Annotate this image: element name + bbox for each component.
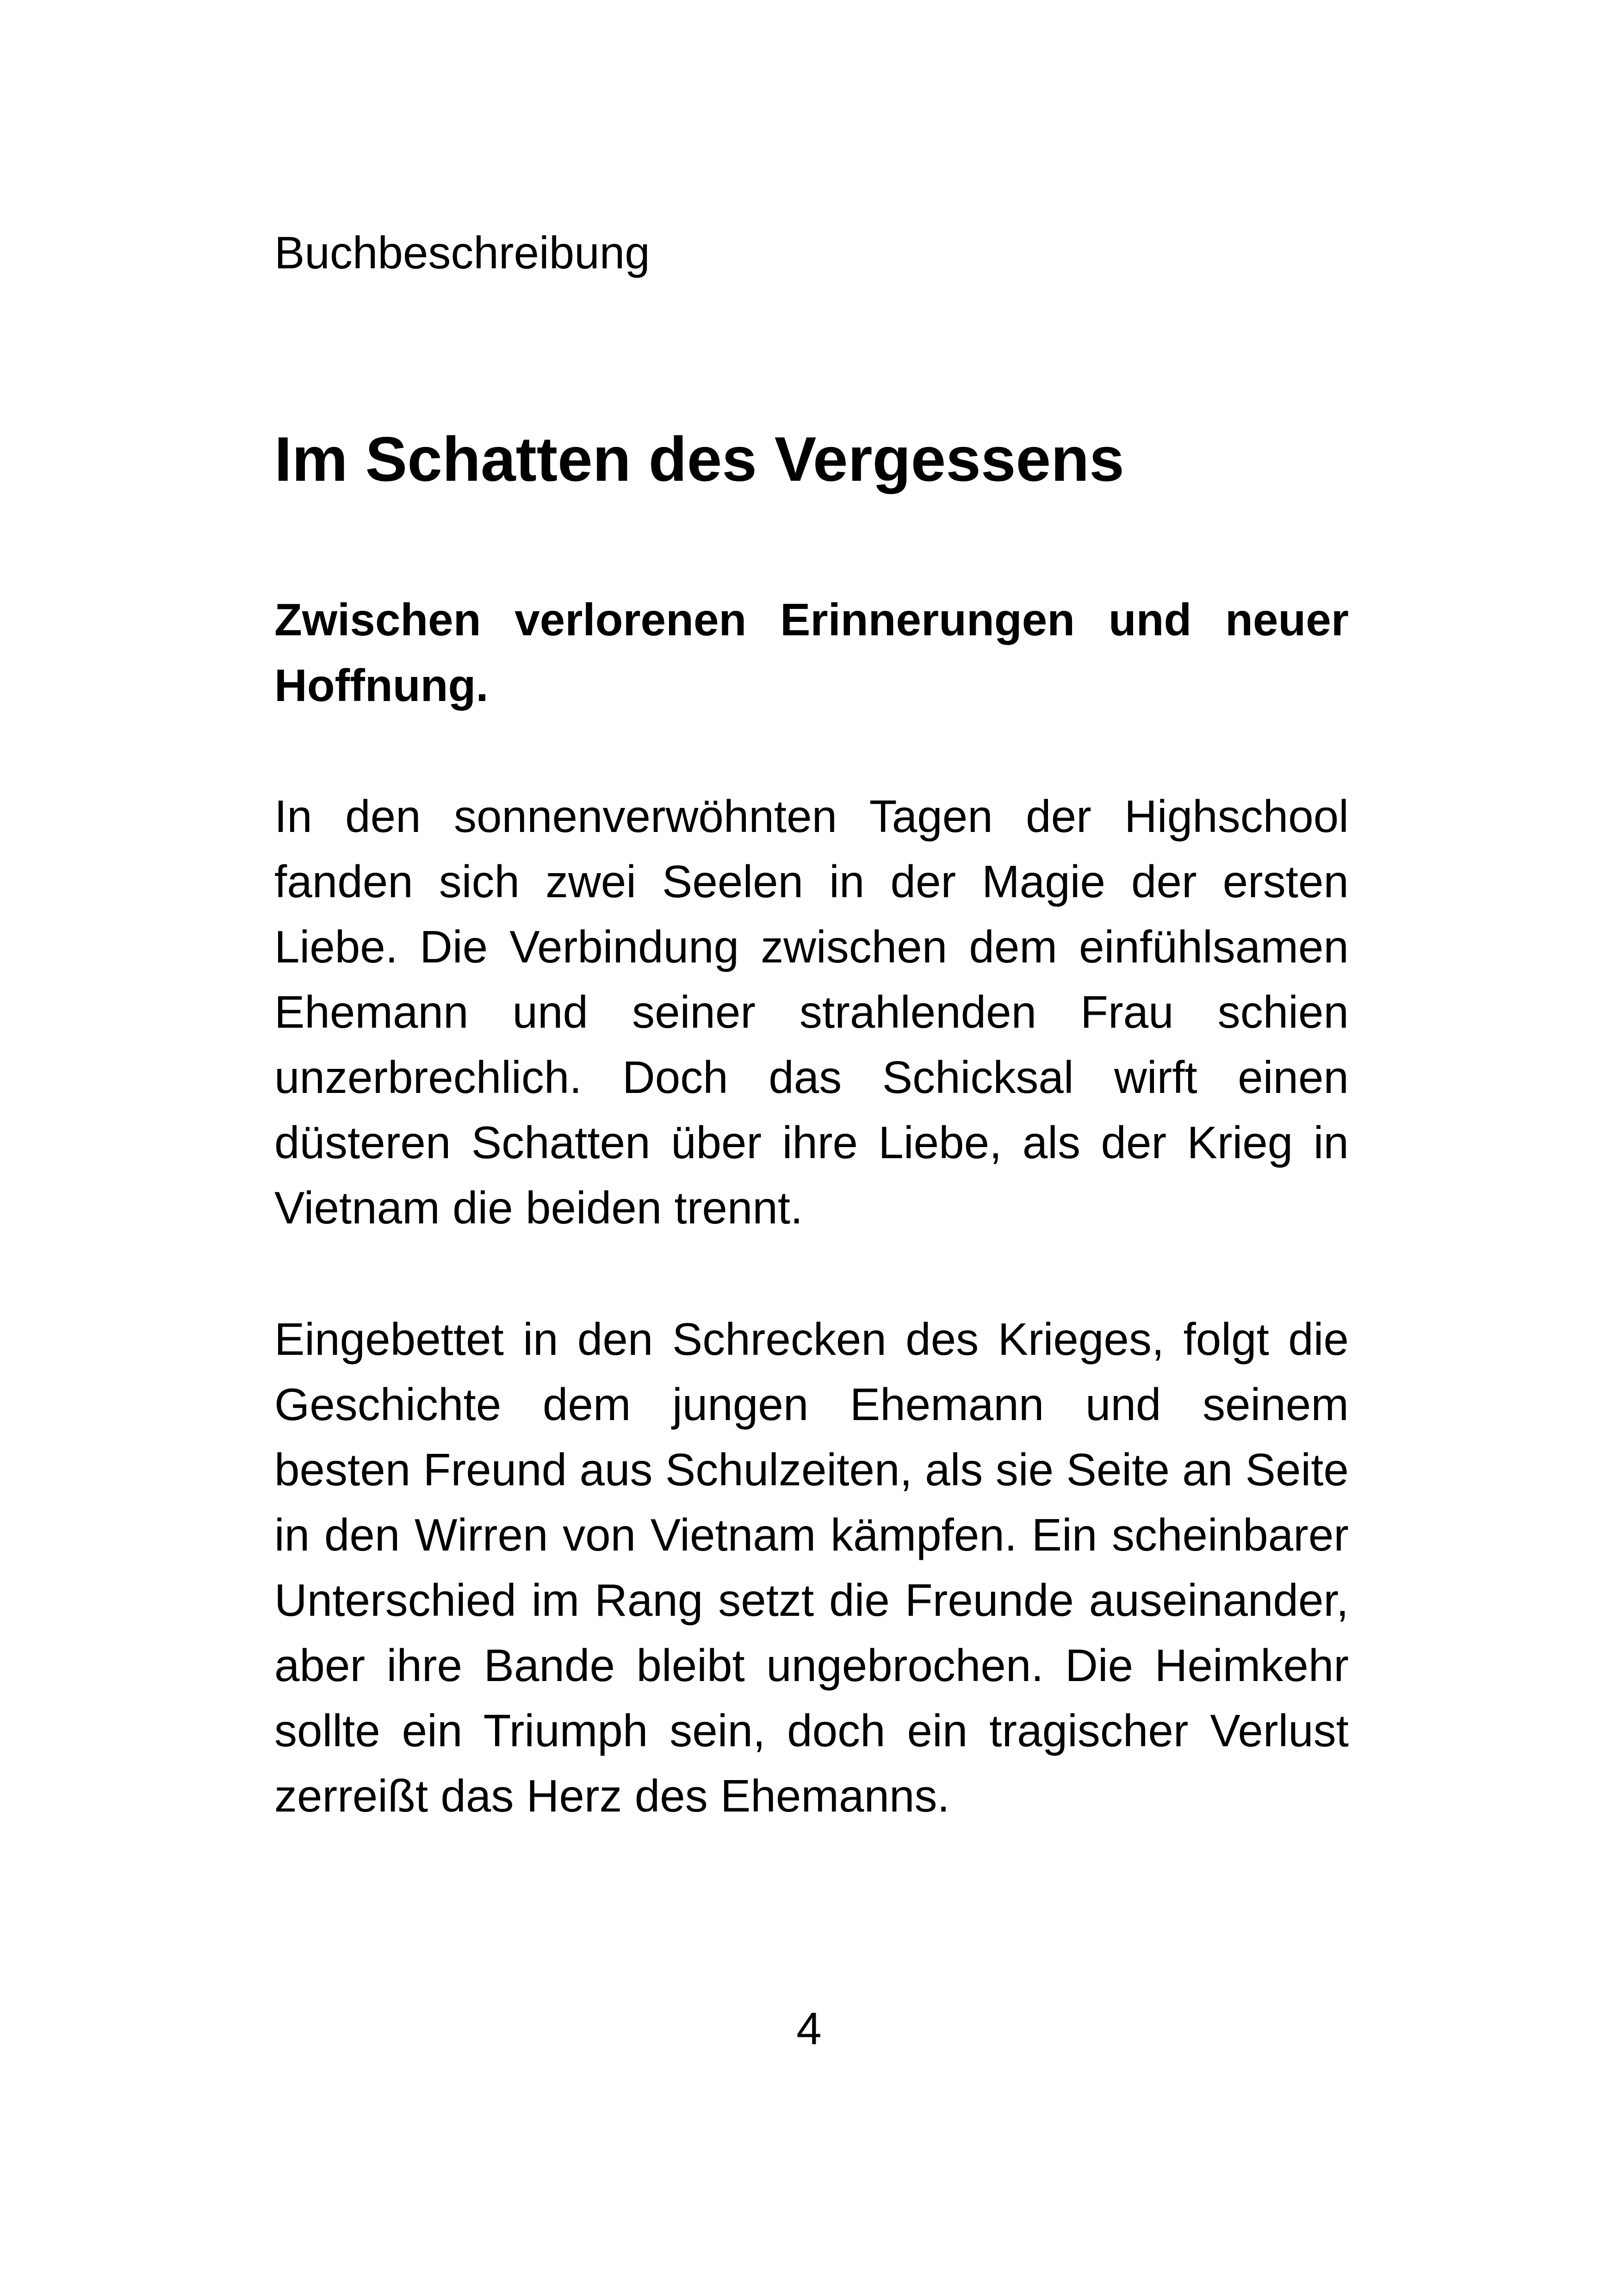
book-subtitle: Zwischen verlorenen Erinnerungen und neuer Hoffnung.	[274, 594, 1349, 711]
book-title: Im Schatten des Vergessens	[274, 424, 1124, 494]
description-paragraph-1: In den sonnenverwöhnten Tagen der Highschool fanden sich zwei Seelen in der Magie der ersten Liebe. Die Verbindung zwischen dem einfühlsamen Ehemann und seiner strahlenden Frau schien unzerbrechlich. Doch das Schicksal wirft einen düsteren Schatten über ihre Liebe, als der Krieg in Vietnam die beiden trennt.	[274, 791, 1349, 1233]
section-label: Buchbeschreibung	[274, 227, 650, 278]
description-paragraph-2: Eingebettet in den Schrecken des Krieges, folgt die Geschichte dem jungen Ehemann und seinem besten Freund aus Schulzeiten, als sie Seite an Seite in den Wirren von Vietnam kämpfen. Ein scheinbarer Unterschied im Rang setzt die Freunde auseinander, aber ihre Bande bleibt ungebrochen. Die Heimkehr sollte ein Triumph sein, doch ein tragischer Verlust zerreißt das Herz des Ehemanns.	[274, 1314, 1349, 1821]
page-number: 4	[796, 2003, 822, 2054]
